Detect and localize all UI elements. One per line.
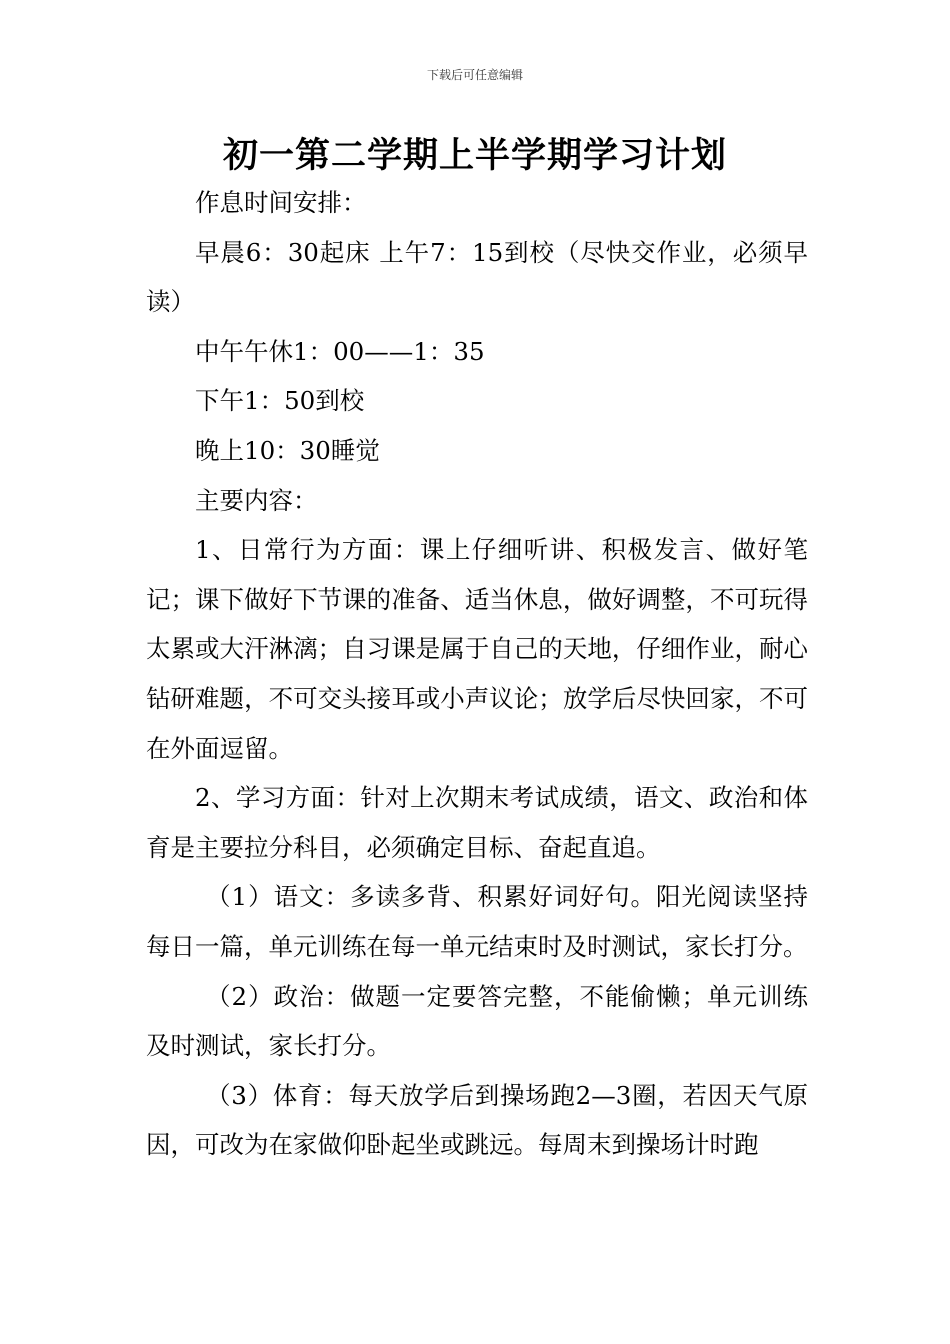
document-body <box>146 178 808 1170</box>
paragraph-noon: 中午午休1：00——1：35 <box>195 336 485 366</box>
paragraph-schedule-heading: 作息时间安排： <box>195 188 367 217</box>
paragraph-study: 2、学习方面：针对上次期末考试成绩，语文、政治和体育是主要拉分科目，必须确定目标、奋起直追。 <box>146 783 808 862</box>
paragraph-morning: 早晨6：30起床 上午7：15到校（尽快交作业，必须早读） <box>146 237 808 317</box>
paragraph-afternoon: 下午1：50到校 <box>195 386 365 416</box>
paragraph-politics: （2）政治：做题一定要答完整，不能偷懒；单元训练及时测试，家长打分。 <box>146 981 808 1061</box>
paragraph-pe: （3）体育：每天放学后到操场跑2—3圈，若因天气原因，可改为在家做仰卧起坐或跳远。每周末到操场计时跑 <box>146 1080 808 1160</box>
header-note: 下载后可任意编辑 <box>426 68 523 82</box>
paragraph-night: 晚上10：30睡觉 <box>195 435 380 465</box>
paragraph-daily-behavior: 1、日常行为方面：课上仔细听讲、积极发言、做好笔记；课下做好下节课的准备、适当休息，做好调整，不可玩得太累或大汗淋漓；自习课是属于自己的天地，仔细作业，耐心钻研难题，不可交头接耳或小声议论；放学后尽快回家，不可在外面逗留。 <box>146 535 808 763</box>
paragraph-chinese: （1）语文：多读多背、积累好词好句。阳光阅读坚持每日一篇，单元训练在每一单元结束时及时测试，家长打分。 <box>146 882 808 961</box>
document-title: 初一第二学期上半学期学习计划 <box>222 136 727 176</box>
paragraph-main-content-heading: 主要内容： <box>195 485 318 515</box>
